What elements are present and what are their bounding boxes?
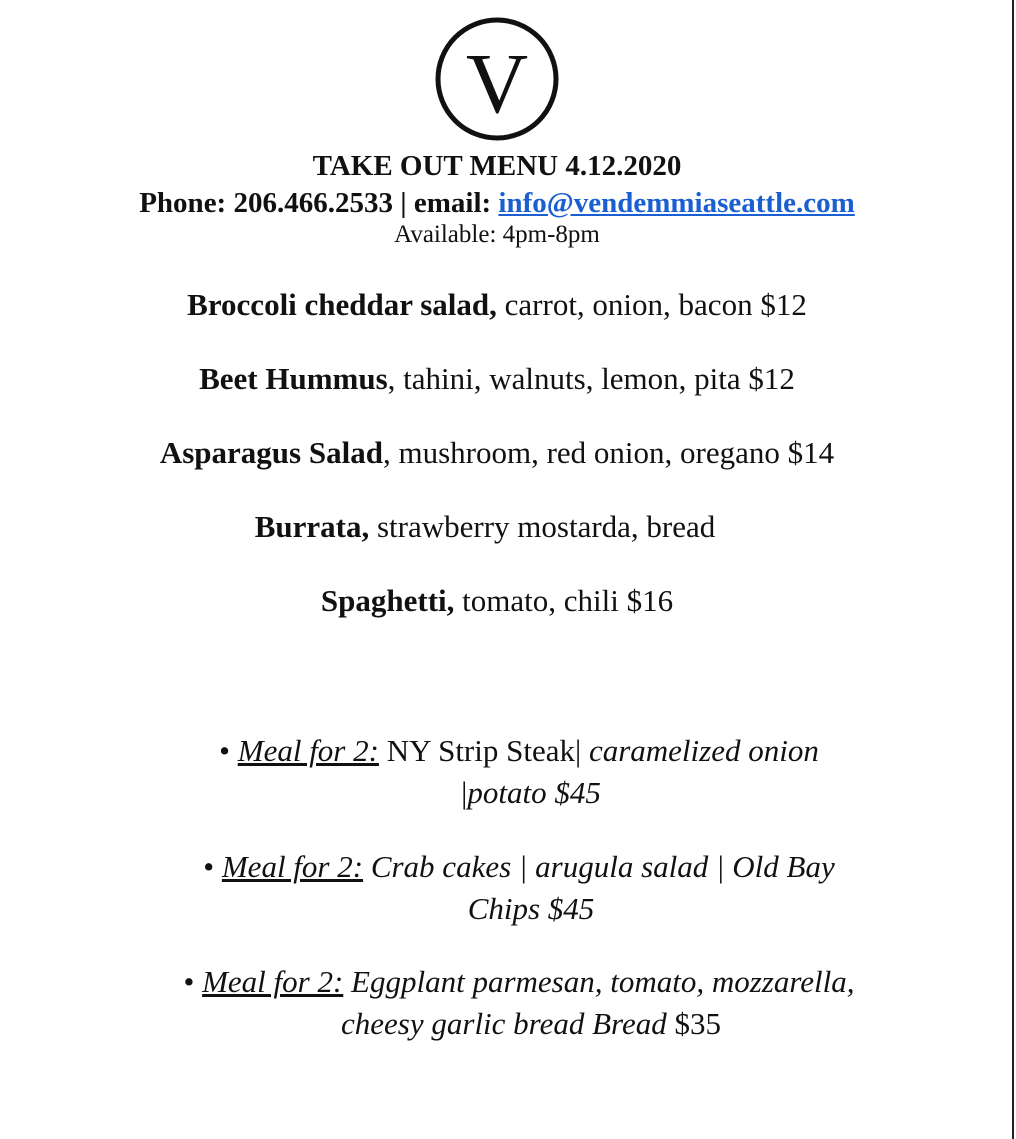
bullet: • (203, 849, 215, 884)
contact-line (0, 185, 994, 221)
dish-details: , tahini, walnuts, lemon, pita $12 (387, 361, 795, 396)
meal-text: Chips $45 (467, 891, 595, 926)
menu-item (0, 508, 982, 546)
dish-name: Asparagus Salad (159, 435, 383, 470)
meal-line (22, 730, 1016, 772)
meal-text: $35 (666, 1006, 721, 1041)
meal-label: Meal for 2: (221, 849, 364, 884)
bullet: • (183, 964, 195, 999)
restaurant-logo (434, 16, 560, 142)
menu-item (0, 360, 994, 398)
menu-title: TAKE OUT MENU 4.12.2020 (312, 150, 682, 182)
availability-hours: Available: 4pm-8pm (394, 221, 600, 248)
menu-item (0, 286, 994, 324)
email-link[interactable]: info@vendemmiaseattle.com (498, 187, 855, 219)
meal-text: NY Strip Steak| (378, 733, 582, 768)
meal-line (22, 846, 1016, 888)
dish-details: tomato, chili $16 (454, 583, 674, 618)
meal-text: | (461, 775, 468, 810)
meal-text: cheesy garlic bread Bread (341, 1006, 667, 1041)
meal-line (34, 772, 1016, 814)
meal-line (22, 961, 1016, 1003)
bullet: • (219, 733, 230, 768)
meal-label: Meal for 2: (202, 964, 344, 999)
menu-item (0, 582, 994, 620)
meal-text: potato $45 (467, 775, 601, 810)
dish-name: Broccoli cheddar salad, (187, 287, 497, 322)
meal-label: Meal for 2: (237, 733, 379, 768)
meal-text: Eggplant parmesan, tomato, mozzarella, (343, 964, 855, 999)
dish-details: carrot, onion, bacon $12 (496, 287, 807, 322)
meal-line (34, 888, 1016, 930)
svg-text:V: V (465, 35, 529, 131)
dish-details: strawberry mostarda, bread (369, 509, 716, 544)
meal-text: caramelized onion (581, 733, 819, 768)
logo-v-icon (434, 16, 560, 142)
dish-name: Burrata, (254, 509, 370, 544)
dish-name: Spaghetti, (320, 583, 455, 618)
dish-details: , mushroom, red onion, oregano $14 (382, 435, 835, 470)
phone-label: Phone: 206.466.2533 | email: (139, 187, 499, 219)
meal-line (34, 1003, 1016, 1045)
meal-text: Crab cakes | arugula salad | Old Bay (363, 849, 835, 884)
menu-item (0, 434, 994, 472)
dish-name: Beet Hummus (199, 361, 388, 396)
